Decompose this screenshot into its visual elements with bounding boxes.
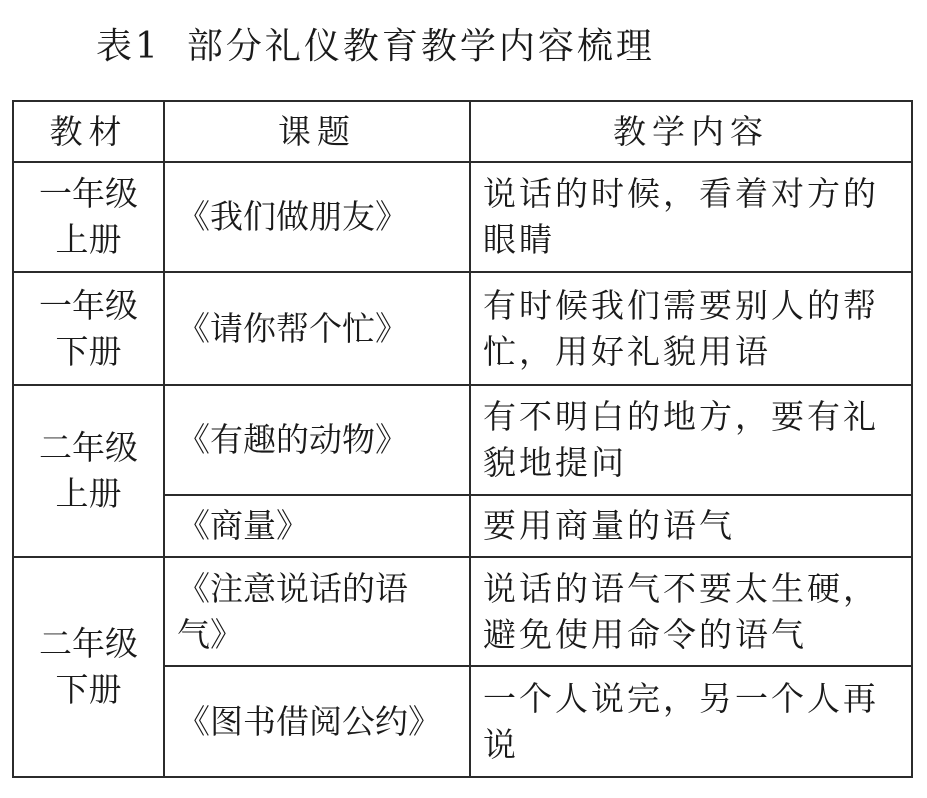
header-topic: 课题 <box>164 101 470 162</box>
content-cell: 有不明白的地方，要有礼貌地提问 <box>470 385 912 495</box>
table-number: 表1 <box>96 26 161 67</box>
table-row <box>13 272 912 385</box>
grade-cell <box>13 385 164 557</box>
topic-cell: 《我们做朋友》 <box>164 162 470 272</box>
content-cell: 有时候我们需要别人的帮忙，用好礼貌用语 <box>470 272 912 385</box>
content-cell: 一个人说完，另一个人再说 <box>470 666 912 777</box>
table-row <box>13 162 912 272</box>
grade-cell <box>13 272 164 385</box>
grade-cell <box>13 162 164 272</box>
header-content: 教学内容 <box>470 101 912 162</box>
table-title <box>96 18 655 69</box>
topic-cell: 《注意说话的语气》 <box>164 557 470 666</box>
topic-cell: 《请你帮个忙》 <box>164 272 470 385</box>
topic-cell: 《商量》 <box>164 495 470 557</box>
grade-label: 一年级 <box>39 285 138 325</box>
content-cell: 说话的语气不要太生硬，避免使用命令的语气 <box>470 557 912 666</box>
grade-label: 一年级 <box>39 174 138 213</box>
table-row <box>13 385 912 495</box>
grade-cell <box>13 557 164 777</box>
volume-label: 下册 <box>55 670 122 709</box>
grade-label: 二年级 <box>39 624 138 663</box>
topic-cell: 《图书借阅公约》 <box>164 666 470 777</box>
volume-label: 下册 <box>55 331 122 371</box>
table-caption: 部分礼仪教育教学内容梳理 <box>186 26 655 67</box>
etiquette-table <box>12 100 913 778</box>
volume-label: 上册 <box>55 474 122 513</box>
grade-label: 二年级 <box>39 428 138 467</box>
table-row <box>13 557 912 666</box>
volume-label: 上册 <box>55 220 122 259</box>
topic-cell: 《有趣的动物》 <box>164 385 470 495</box>
header-row <box>13 101 912 162</box>
header-textbook: 教材 <box>13 101 164 162</box>
content-cell: 要用商量的语气 <box>470 495 912 557</box>
content-cell: 说话的时候，看着对方的眼睛 <box>470 162 912 272</box>
